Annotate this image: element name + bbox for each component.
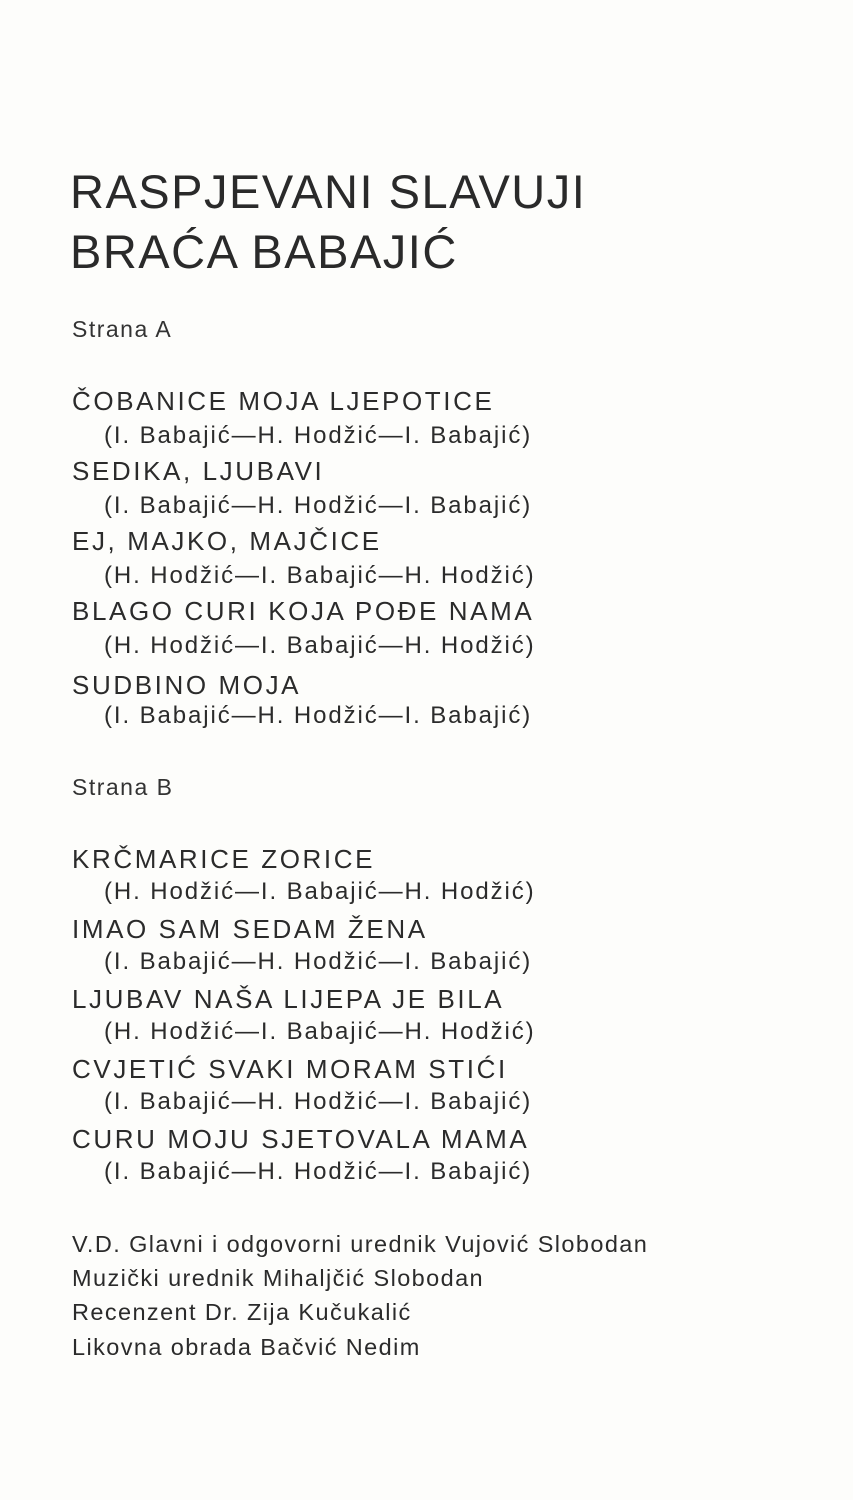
song-authors: (H. Hodžić—I. Babajić—H. Hodžić)	[104, 562, 536, 589]
credit-line: Muzički urednik Mihaljčić Slobodan	[72, 1265, 485, 1291]
song-authors: (I. Babajić—H. Hodžić—I. Babajić)	[104, 702, 533, 729]
song-authors: (I. Babajić—H. Hodžić—I. Babajić)	[104, 492, 533, 519]
song-authors: (H. Hodžić—I. Babajić—H. Hodžić)	[104, 632, 536, 659]
song-title: SEDIKA, LJUBAVI	[72, 456, 325, 486]
song-authors: (I. Babajić—H. Hodžić—I. Babajić)	[104, 1158, 533, 1185]
song-authors: (H. Hodžić—I. Babajić—H. Hodžić)	[104, 878, 536, 905]
credit-line: Recenzent Dr. Zija Kučukalić	[72, 1299, 412, 1325]
album-title-line: RASPJEVANI SLAVUJI	[70, 165, 587, 218]
side-b-label: Strana B	[72, 774, 174, 800]
song-title: CURU MOJU SJETOVALA MAMA	[72, 1124, 530, 1154]
song-title: SUDBINO MOJA	[72, 670, 302, 700]
song-authors: (H. Hodžić—I. Babajić—H. Hodžić)	[104, 1018, 536, 1045]
side-a-label: Strana A	[72, 316, 173, 342]
song-authors: (I. Babajić—H. Hodžić—I. Babajić)	[104, 948, 533, 975]
song-title: KRČMARICE ZORICE	[72, 844, 376, 874]
artist-name: BRAĆA BABAJIĆ	[70, 225, 458, 278]
song-authors: (I. Babajić—H. Hodžić—I. Babajić)	[104, 1088, 533, 1115]
song-title: BLAGO CURI KOJA POĐE NAMA	[72, 596, 535, 626]
song-authors: (I. Babajić—H. Hodžić—I. Babajić)	[104, 422, 533, 449]
song-title: EJ, MAJKO, MAJČICE	[72, 526, 382, 556]
song-title: ČOBANICE MOJA LJEPOTICE	[72, 386, 495, 416]
song-title: LJUBAV NAŠA LIJEPA JE BILA	[72, 984, 505, 1014]
song-title: CVJETIĆ SVAKI MORAM STIĆI	[72, 1054, 508, 1084]
song-title: IMAO SAM SEDAM ŽENA	[72, 914, 428, 944]
credit-line: V.D. Glavni i odgovorni urednik Vujović Slobodan	[72, 1231, 649, 1257]
credit-line: Likovna obrada Bačvić Nedim	[72, 1334, 421, 1360]
